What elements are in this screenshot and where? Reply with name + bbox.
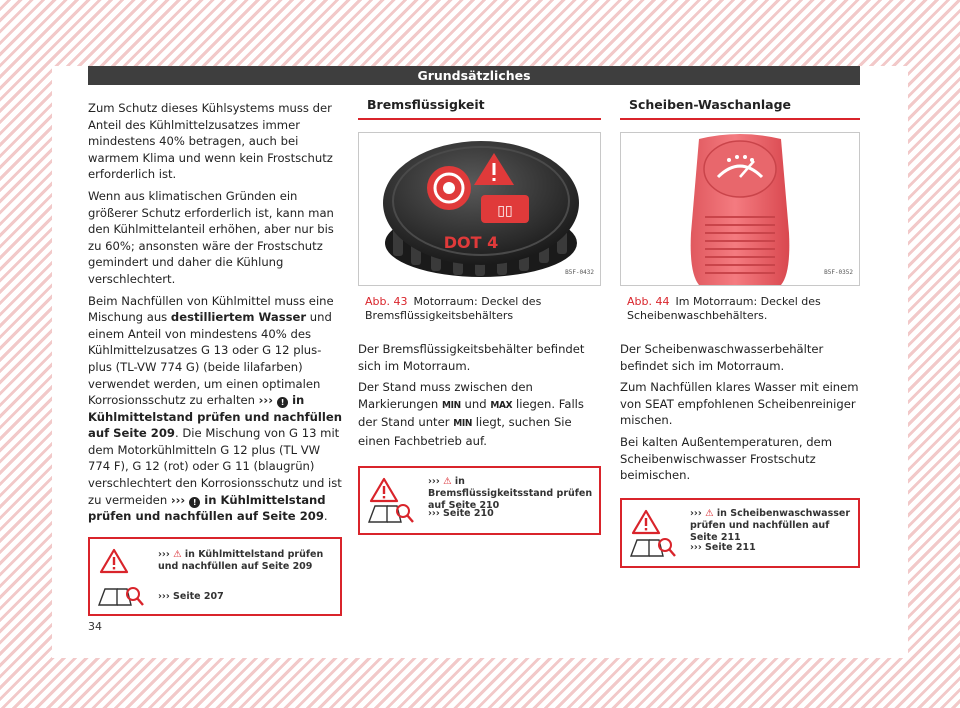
page-number: 34 — [88, 620, 102, 633]
figure-code: B5F-0432 — [565, 269, 594, 277]
figure-brake-fluid-cap — [358, 132, 601, 286]
warning-small-icon: ⚠ — [173, 548, 182, 560]
warning-triangle-icon — [631, 509, 661, 535]
figure-code: B5F-0352 — [824, 269, 853, 277]
book-magnifier-icon — [629, 536, 677, 560]
cross-ref-link[interactable]: ››› ! in Kühlmittelstand prüfen und nachfüllen auf Seite 209 — [88, 492, 326, 524]
info-icon: ! — [189, 497, 200, 508]
warning-reference[interactable]: ››› ⚠ in Scheibenwaschwasser prüfen und nachfüllen auf Seite 211 — [690, 507, 851, 543]
figure-number: Abb. 44 — [627, 295, 670, 308]
washer-cap-image — [621, 133, 859, 285]
min-mark: MIN — [441, 399, 461, 411]
section-title: Scheiben-Waschanlage — [620, 96, 860, 120]
emphasis: destilliertem Wasser — [170, 310, 307, 325]
paragraph: Wenn aus klimatischen Gründen ein größerer Schutz erforderlich ist, kann man den Kühlmittelanteil erhöhen, aber nur bis zu 60%; ansonsten wäre der Frostschutz gemindert und daher die Kühlung verschlechtert. — [88, 188, 334, 286]
left-column — [88, 100, 342, 616]
figure-caption: Abb. 43 Motorraum: Deckel des Bremsflüssigkeitsbehälters — [365, 295, 542, 322]
paragraph: Zum Nachfüllen klares Wasser mit einem von SEAT empfohlenen Scheibenreiniger mischen. — [620, 380, 859, 428]
book-magnifier-icon — [97, 585, 145, 609]
warning-reference[interactable]: ››› ⚠ in Bremsflüssigkeitsstand prüfen auf Seite 210 — [428, 475, 593, 511]
warning-small-icon: ⚠ — [443, 475, 452, 487]
paragraph: Der Scheibenwaschwasserbehälter befindet sich im Motorraum. — [620, 342, 824, 373]
cross-ref-link[interactable]: ››› ! in Kühlmittelstand prüfen und nachfüllen auf Seite 209 — [88, 393, 342, 441]
svg-text:▯▯: ▯▯ — [497, 203, 513, 219]
right-column — [620, 96, 860, 568]
chapter-header: Grundsätzliches — [88, 66, 860, 85]
paragraph: Zum Schutz dieses Kühlsystems muss der Anteil des Kühlmittelzusatzes immer mindestens 40% betragen, auch bei warmem Klima und wenn kein Frostschutz erforderlich ist. — [88, 101, 333, 182]
middle-column — [358, 96, 601, 535]
reference-box — [88, 537, 342, 616]
paragraph: Beim Nachfüllen von Kühlmittel muss eine Mischung aus destilliertem Wasser und einem Anteil von mindestens 40% des Kühlmittelzusatzes G 13 oder G 12 plus-plus (TL-VW 774 G) (beide lilafarben) verwendet werden, um einen optimalen Korrosionsschutz zu erhalten ››› ! in Kühlmittelstand prüfen und nachfüllen auf Seite 209. Die Mischung von G 13 mit dem Motorkühlmitteln G 12 plus (TL VW 774 F), G 12 (rot) oder G 11 (blaugrün) verschlechtert den Korrosionsschutz und ist zu vermeiden ››› ! in Kühlmittelstand prüfen und nachfüllen auf Seite 209. — [88, 293, 342, 524]
warning-triangle-icon — [99, 548, 129, 574]
svg-text:DOT 4: DOT 4 — [443, 233, 499, 252]
paragraph: Bei kalten Außentemperaturen, dem Scheibenwischwasser Frostschutz beimischen. — [620, 434, 832, 483]
brake-fluid-cap-image — [359, 133, 600, 285]
min-mark: MIN — [453, 418, 473, 430]
figure-washer-cap — [620, 132, 860, 286]
section-title: Bremsflüssigkeit — [358, 96, 601, 120]
warning-small-icon: ⚠ — [705, 507, 714, 519]
paragraph: Der Bremsflüssigkeitsbehälter befindet sich im Motorraum. — [358, 342, 585, 373]
page-reference[interactable]: ››› Seite 207 — [158, 590, 224, 602]
info-icon: ! — [277, 397, 288, 408]
figure-number: Abb. 43 — [365, 295, 408, 308]
warning-reference[interactable]: ››› ⚠ in Kühlmittelstand prüfen und nachfüllen auf Seite 209 — [158, 548, 324, 572]
reference-box — [358, 466, 601, 535]
page-reference[interactable]: ››› Seite 210 — [428, 507, 494, 519]
figure-caption: Abb. 44 Im Motorraum: Deckel des Scheibenwaschbehälters. — [627, 295, 821, 322]
max-mark: MAX — [490, 399, 513, 411]
paragraph: Der Stand muss zwischen den Markierungen MIN und MAX liegen. Falls der Stand unter MIN liegt, suchen Sie einen Fachbetrieb auf. — [358, 380, 584, 448]
warning-triangle-icon — [369, 477, 399, 503]
page-reference[interactable]: ››› Seite 211 — [690, 541, 756, 553]
reference-box — [620, 498, 860, 568]
book-magnifier-icon — [367, 502, 415, 526]
